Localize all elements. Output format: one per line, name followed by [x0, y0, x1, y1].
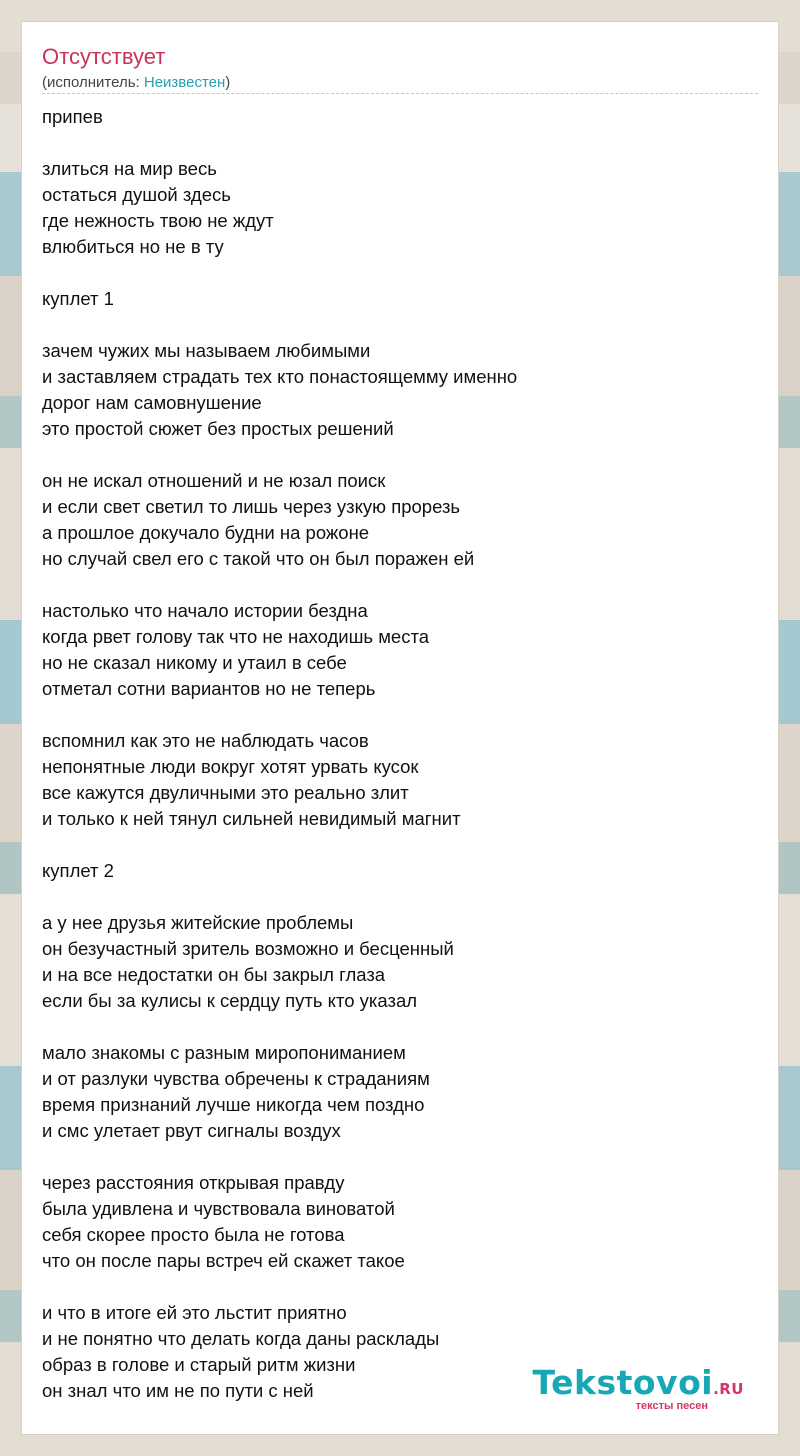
- stanza-break: [42, 702, 758, 728]
- stanza-break: [42, 884, 758, 910]
- lyric-line: зачем чужих мы называем любимыми: [42, 340, 371, 361]
- lyric-line: вспомнил как это не наблюдать часов: [42, 730, 369, 751]
- lyric-line: и только к ней тянул сильней невидимый магнит: [42, 808, 461, 829]
- lyric-line: отметал сотни вариантов но не теперь: [42, 678, 376, 699]
- site-logo[interactable]: [532, 1363, 744, 1412]
- stanza-break: [42, 1144, 758, 1170]
- lyric-line: он знал что им не по пути с ней: [42, 1380, 314, 1401]
- lyric-line: и заставляем страдать тех кто понастоящемму именно: [42, 366, 518, 387]
- lyric-line: и на все недостатки он бы закрыл глаза: [42, 964, 386, 985]
- artist-suffix: ): [225, 74, 231, 91]
- lyric-line: все кажутся двуличными это реально злит: [42, 782, 409, 803]
- logo-tld: .RU: [713, 1380, 744, 1398]
- lyric-line: и от разлуки чувства обречены к страданиям: [42, 1068, 430, 1089]
- lyric-line: и если свет светил то лишь через узкую прорезь: [42, 496, 461, 517]
- stanza-break: [42, 442, 758, 468]
- lyric-line: образ в голове и старый ритм жизни: [42, 1354, 356, 1375]
- stanza-break: [42, 1014, 758, 1040]
- stanza-break: [42, 130, 758, 156]
- lyric-line: дорог нам самовнушение: [42, 392, 262, 413]
- lyric-line: когда рвет голову так что не находишь места: [42, 626, 430, 647]
- logo-tagline: тексты песен: [635, 1400, 708, 1412]
- stanza-break: [42, 312, 758, 338]
- lyric-line: остаться душой здесь: [42, 184, 231, 205]
- title-divider: [42, 93, 758, 94]
- lyrics-card: [22, 22, 778, 1434]
- lyric-line: влюбиться но не в ту: [42, 236, 224, 257]
- stanza-break: [42, 1274, 758, 1300]
- lyric-line: и не понятно что делать когда даны расклады: [42, 1328, 440, 1349]
- lyric-line: злиться на мир весь: [42, 158, 217, 179]
- lyric-line: была удивлена и чувствовала виноватой: [42, 1198, 395, 1219]
- lyric-line: что он после пары встреч ей скажет такое: [42, 1250, 405, 1271]
- lyric-line: куплет 2: [42, 860, 114, 881]
- lyric-line: время признаний лучше никогда чем поздно: [42, 1094, 425, 1115]
- lyric-line: он не искал отношений и не юзал поиск: [42, 470, 386, 491]
- lyric-line: настолько что начало истории бездна: [42, 600, 368, 621]
- lyric-line: а у нее друзья житейские проблемы: [42, 912, 354, 933]
- stanza-break: [42, 260, 758, 286]
- lyric-line: но не сказал никому и утаил в себе: [42, 652, 347, 673]
- lyric-line: непонятные люди вокруг хотят урвать кусок: [42, 756, 419, 777]
- artist-link[interactable]: Неизвестен: [143, 74, 226, 91]
- lyric-line: он безучастный зритель возможно и бесценный: [42, 938, 454, 959]
- lyric-line: мало знакомы с разным миропониманием: [42, 1042, 406, 1063]
- lyric-line: где нежность твою не ждут: [42, 210, 274, 231]
- artist-line: [42, 73, 230, 93]
- logo-name: Tekstovoi: [532, 1363, 714, 1402]
- lyric-line: а прошлое докучало будни на рожоне: [42, 522, 370, 543]
- artist-prefix: (исполнитель:: [42, 74, 144, 91]
- lyric-line: куплет 1: [42, 288, 114, 309]
- lyrics-text: [42, 104, 758, 1404]
- lyric-line: это простой сюжет без простых решений: [42, 418, 394, 439]
- lyric-line: через расстояния открывая правду: [42, 1172, 345, 1193]
- stanza-break: [42, 832, 758, 858]
- lyric-line: и смс улетает рвут сигналы воздух: [42, 1120, 341, 1141]
- song-title: Отсутствует: [42, 44, 166, 69]
- lyric-line: если бы за кулисы к сердцу путь кто указал: [42, 990, 418, 1011]
- lyric-line: и что в итоге ей это льстит приятно: [42, 1302, 347, 1323]
- stanza-break: [42, 572, 758, 598]
- lyric-line: припев: [42, 106, 103, 127]
- lyric-line: но случай свел его с такой что он был поражен ей: [42, 548, 475, 569]
- lyric-line: себя скорее просто была не готова: [42, 1224, 345, 1245]
